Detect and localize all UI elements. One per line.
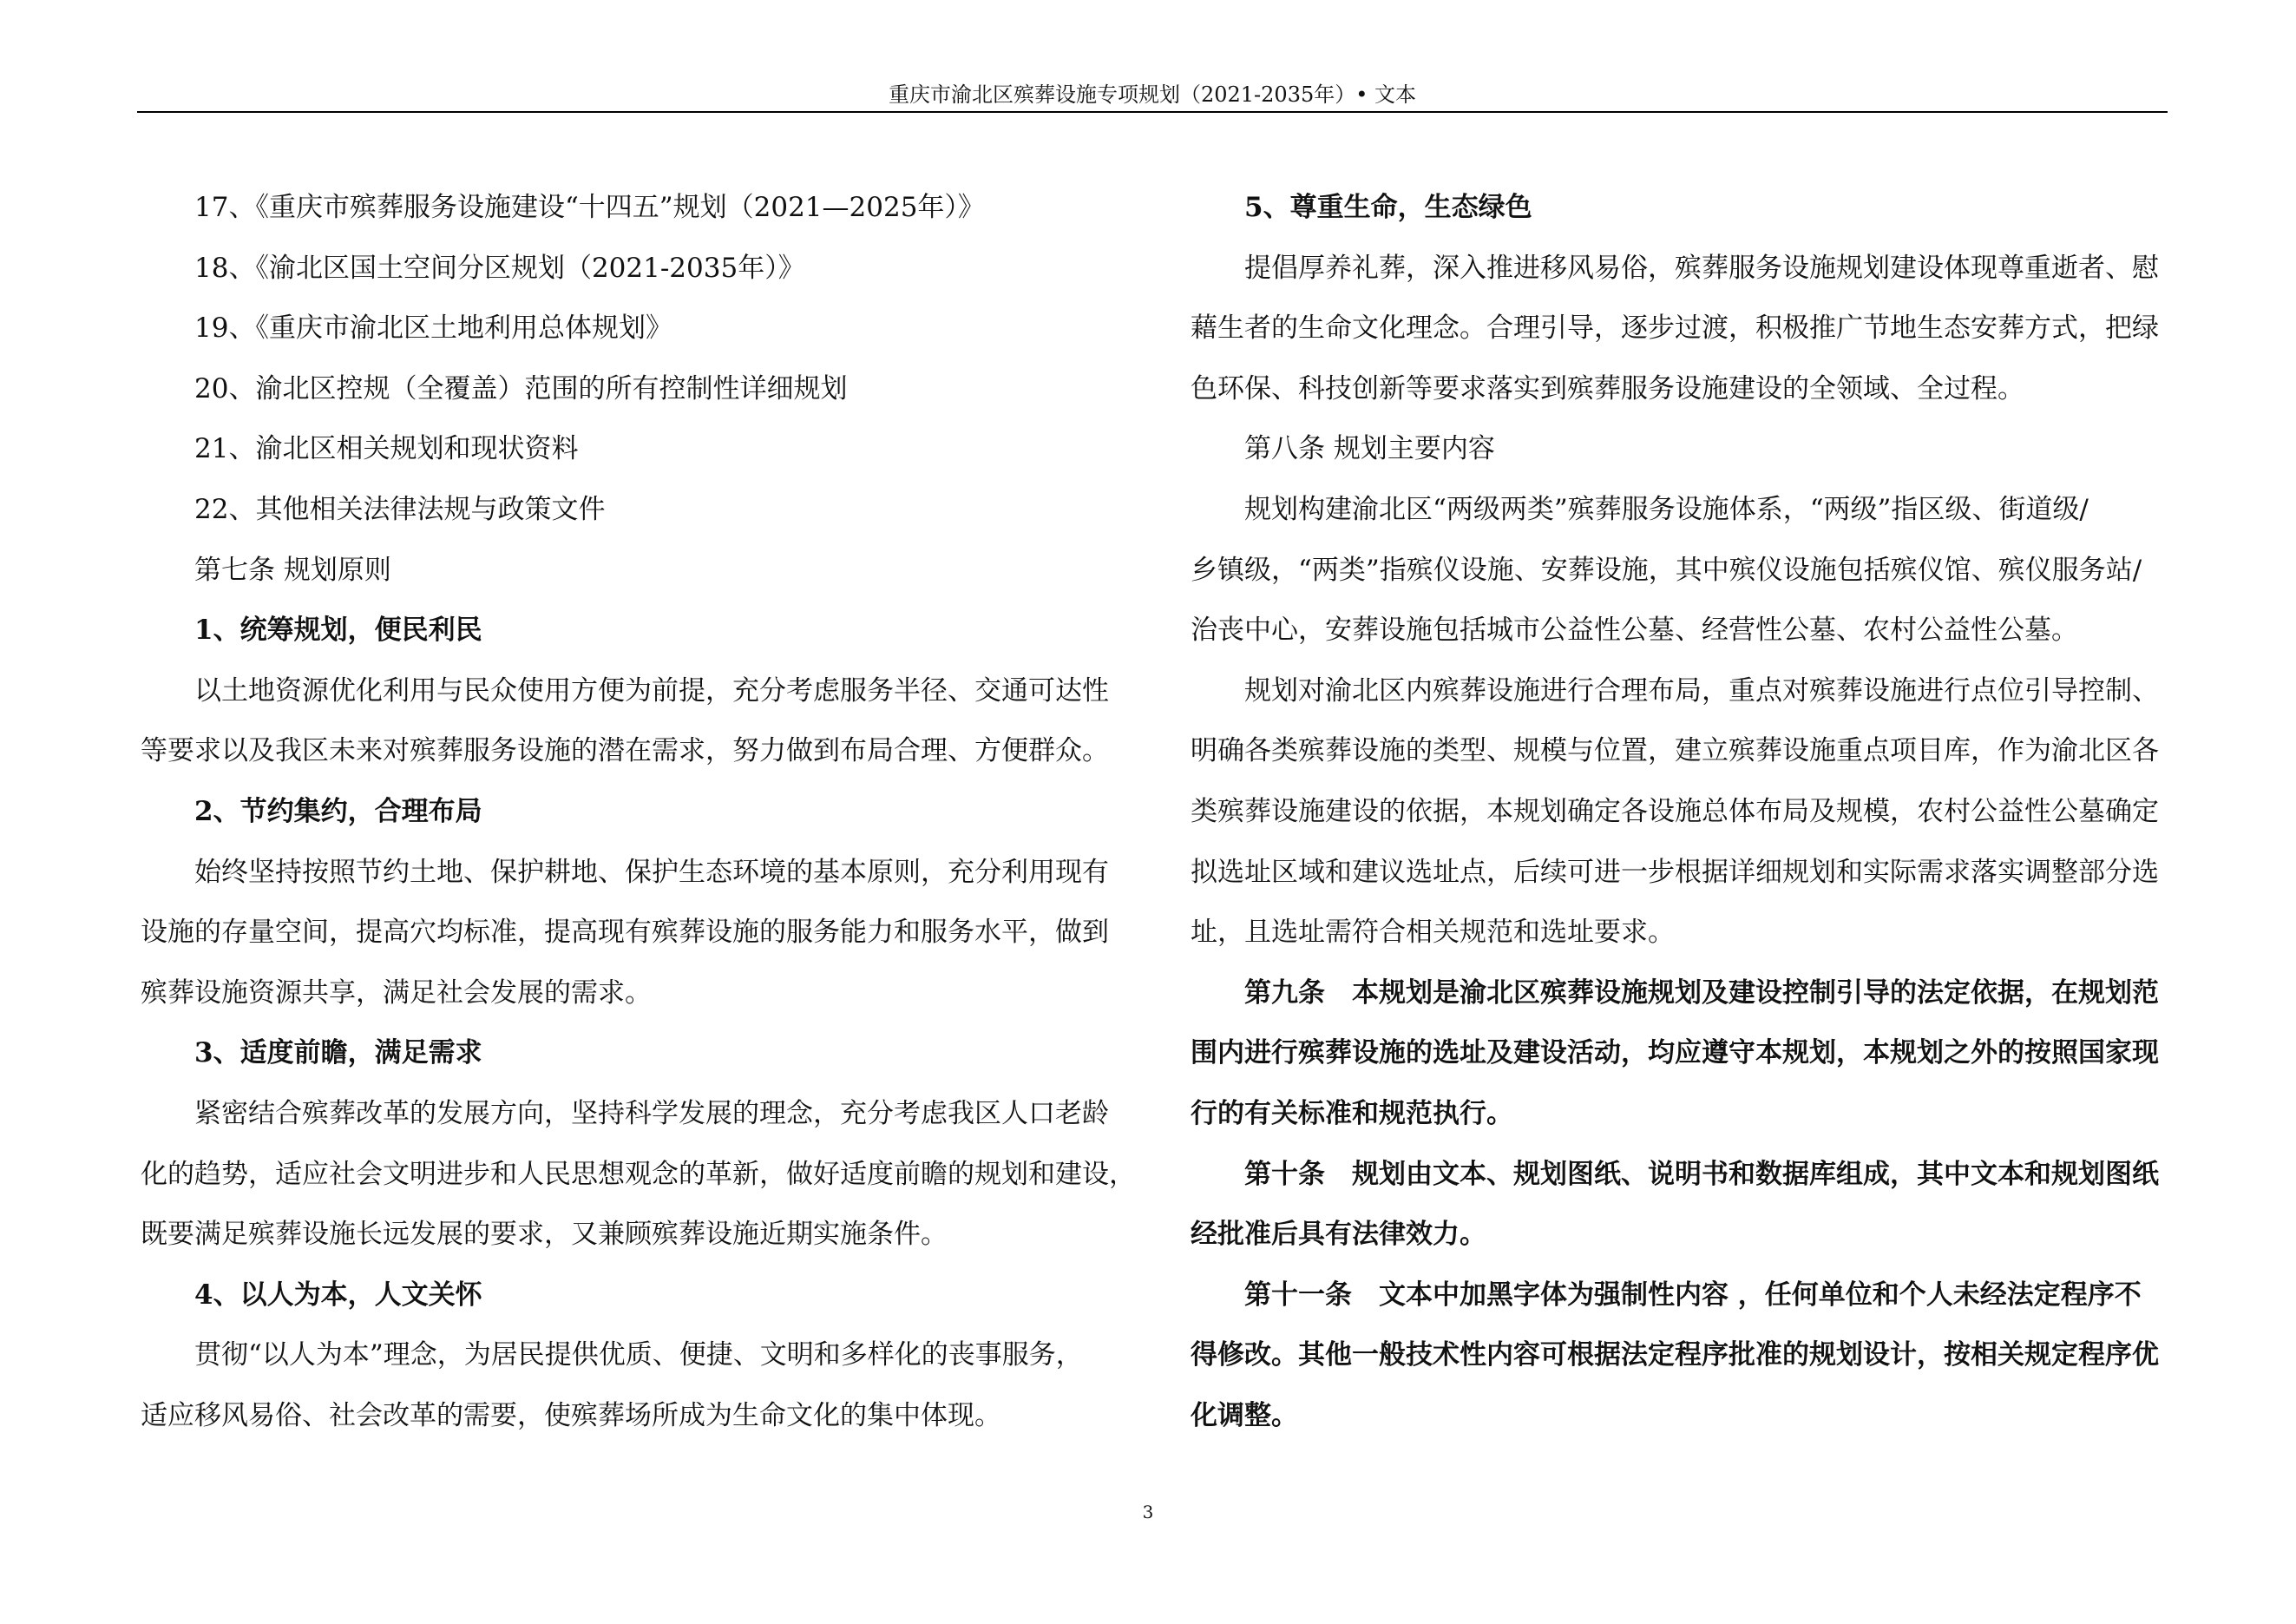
header-rule bbox=[137, 111, 2168, 113]
left-column bbox=[141, 178, 1136, 1446]
running-header: 重庆市渝北区殡葬设施专项规划（2021-2035年）• 文本 bbox=[888, 82, 1417, 107]
text-line: 19、《重庆市渝北区土地利用总体规划》 bbox=[194, 312, 672, 345]
text-line: 化的趋势，适应社会文明进步和人民思想观念的革新，做好适度前瞻的规划和建设， bbox=[141, 1158, 1136, 1190]
text-line: 藉生者的生命文化理念。合理引导，逐步过渡，积极推广节地生态安葬方式，把绿 bbox=[1191, 312, 2159, 345]
text-line: 5、尊重生命，生态绿色 bbox=[1244, 192, 1532, 223]
text-line: 色环保、科技创新等要求落实到殡葬服务设施建设的全领域、全过程。 bbox=[1191, 372, 2024, 404]
text-line: 等要求以及我区未来对殡葬服务设施的潜在需求，努力做到布局合理、方便群众。 bbox=[141, 735, 1109, 767]
page-number: 3 bbox=[1142, 1502, 1154, 1522]
text-line: 既要满足殡葬设施长远发展的要求，又兼顾殡葬设施近期实施条件。 bbox=[141, 1219, 948, 1251]
text-line: 22、其他相关法律法规与政策文件 bbox=[194, 493, 606, 525]
text-line: 治丧中心，安葬设施包括城市公益性公墓、经营性公墓、农村公益性公墓。 bbox=[1191, 615, 2078, 647]
text-line: 明确各类殡葬设施的类型、规模与位置，建立殡葬设施重点项目库，作为渝北区各 bbox=[1191, 735, 2159, 767]
text-line: 提倡厚养礼葬，深入推进移风易俗，殡葬服务设施规划建设体现尊重逝者、慰 bbox=[1244, 252, 2159, 284]
text-line: 围内进行殡葬设施的选址及建设活动，均应遵守本规划，本规划之外的按照国家现 bbox=[1191, 1037, 2159, 1069]
text-line: 2、节约集约，合理布局 bbox=[194, 795, 482, 827]
text-line: 乡镇级，“两类”指殡仪设施、安葬设施，其中殡仪设施包括殡仪馆、殡仪服务站/ bbox=[1191, 554, 2142, 586]
text-line: 以土地资源优化利用与民众使用方便为前提，充分考虑服务半径、交通可达性 bbox=[194, 674, 1109, 707]
text-line: 4、以人为本，人文关怀 bbox=[194, 1279, 482, 1311]
text-line: 类殡葬设施建设的依据，本规划确定各设施总体布局及规模，农村公益性公墓确定 bbox=[1191, 795, 2159, 827]
text-line: 规划构建渝北区“两级两类”殡葬服务设施体系，“两级”指区级、街道级/ bbox=[1244, 493, 2089, 525]
text-line: 经批准后具有法律效力。 bbox=[1191, 1219, 1486, 1251]
text-line: 第七条 规划原则 bbox=[194, 554, 391, 586]
text-line: 18、《渝北区国土空间分区规划（2021-2035年）》 bbox=[194, 252, 805, 284]
text-line: 紧密结合殡葬改革的发展方向，坚持科学发展的理念，充分考虑我区人口老龄 bbox=[194, 1097, 1109, 1129]
text-line: 规划对渝北区内殡葬设施进行合理布局，重点对殡葬设施进行点位引导控制、 bbox=[1244, 674, 2159, 707]
text-line: 贯彻“以人为本”理念，为居民提供优质、便捷、文明和多样化的丧事服务， bbox=[194, 1339, 1083, 1371]
text-line: 设施的存量空间，提高穴均标准，提高现有殡葬设施的服务能力和服务水平，做到 bbox=[141, 917, 1109, 949]
text-line: 拟选址区域和建议选址点，后续可进一步根据详细规划和实际需求落实调整部分选 bbox=[1191, 856, 2159, 888]
text-line: 始终坚持按照节约土地、保护耕地、保护生态环境的基本原则，充分利用现有 bbox=[194, 856, 1109, 888]
text-line: 21、渝北区相关规划和现状资料 bbox=[194, 433, 579, 465]
text-line: 化调整。 bbox=[1191, 1399, 1298, 1431]
text-line: 殡葬设施资源共享，满足社会发展的需求。 bbox=[141, 976, 652, 1009]
text-line: 3、适度前瞻，满足需求 bbox=[194, 1037, 482, 1069]
text-line: 第九条 本规划是渝北区殡葬设施规划及建设控制引导的法定依据，在规划范 bbox=[1244, 976, 2159, 1009]
text-line: 17、《重庆市殡葬服务设施建设“十四五”规划（2021—2025年）》 bbox=[194, 192, 985, 223]
text-line: 1、统筹规划，便民利民 bbox=[194, 615, 482, 647]
text-line: 址，且选址需符合相关规范和选址要求。 bbox=[1191, 917, 1675, 949]
text-line: 20、渝北区控规（全覆盖）范围的所有控制性详细规划 bbox=[194, 372, 848, 404]
text-line: 适应移风易俗、社会改革的需要，使殡葬场所成为生命文化的集中体现。 bbox=[141, 1399, 1001, 1431]
text-line: 第十条 规划由文本、规划图纸、说明书和数据库组成，其中文本和规划图纸 bbox=[1244, 1158, 2159, 1190]
text-line: 得修改。其他一般技术性内容可根据法定程序批准的规划设计，按相关规定程序优 bbox=[1191, 1339, 2159, 1371]
text-line: 第八条 规划主要内容 bbox=[1244, 433, 1495, 465]
right-column bbox=[1191, 178, 2171, 1446]
text-line: 行的有关标准和规范执行。 bbox=[1191, 1097, 1513, 1129]
text-line: 第十一条 文本中加黑字体为强制性内容 ，任何单位和个人未经法定程序不 bbox=[1244, 1279, 2142, 1311]
